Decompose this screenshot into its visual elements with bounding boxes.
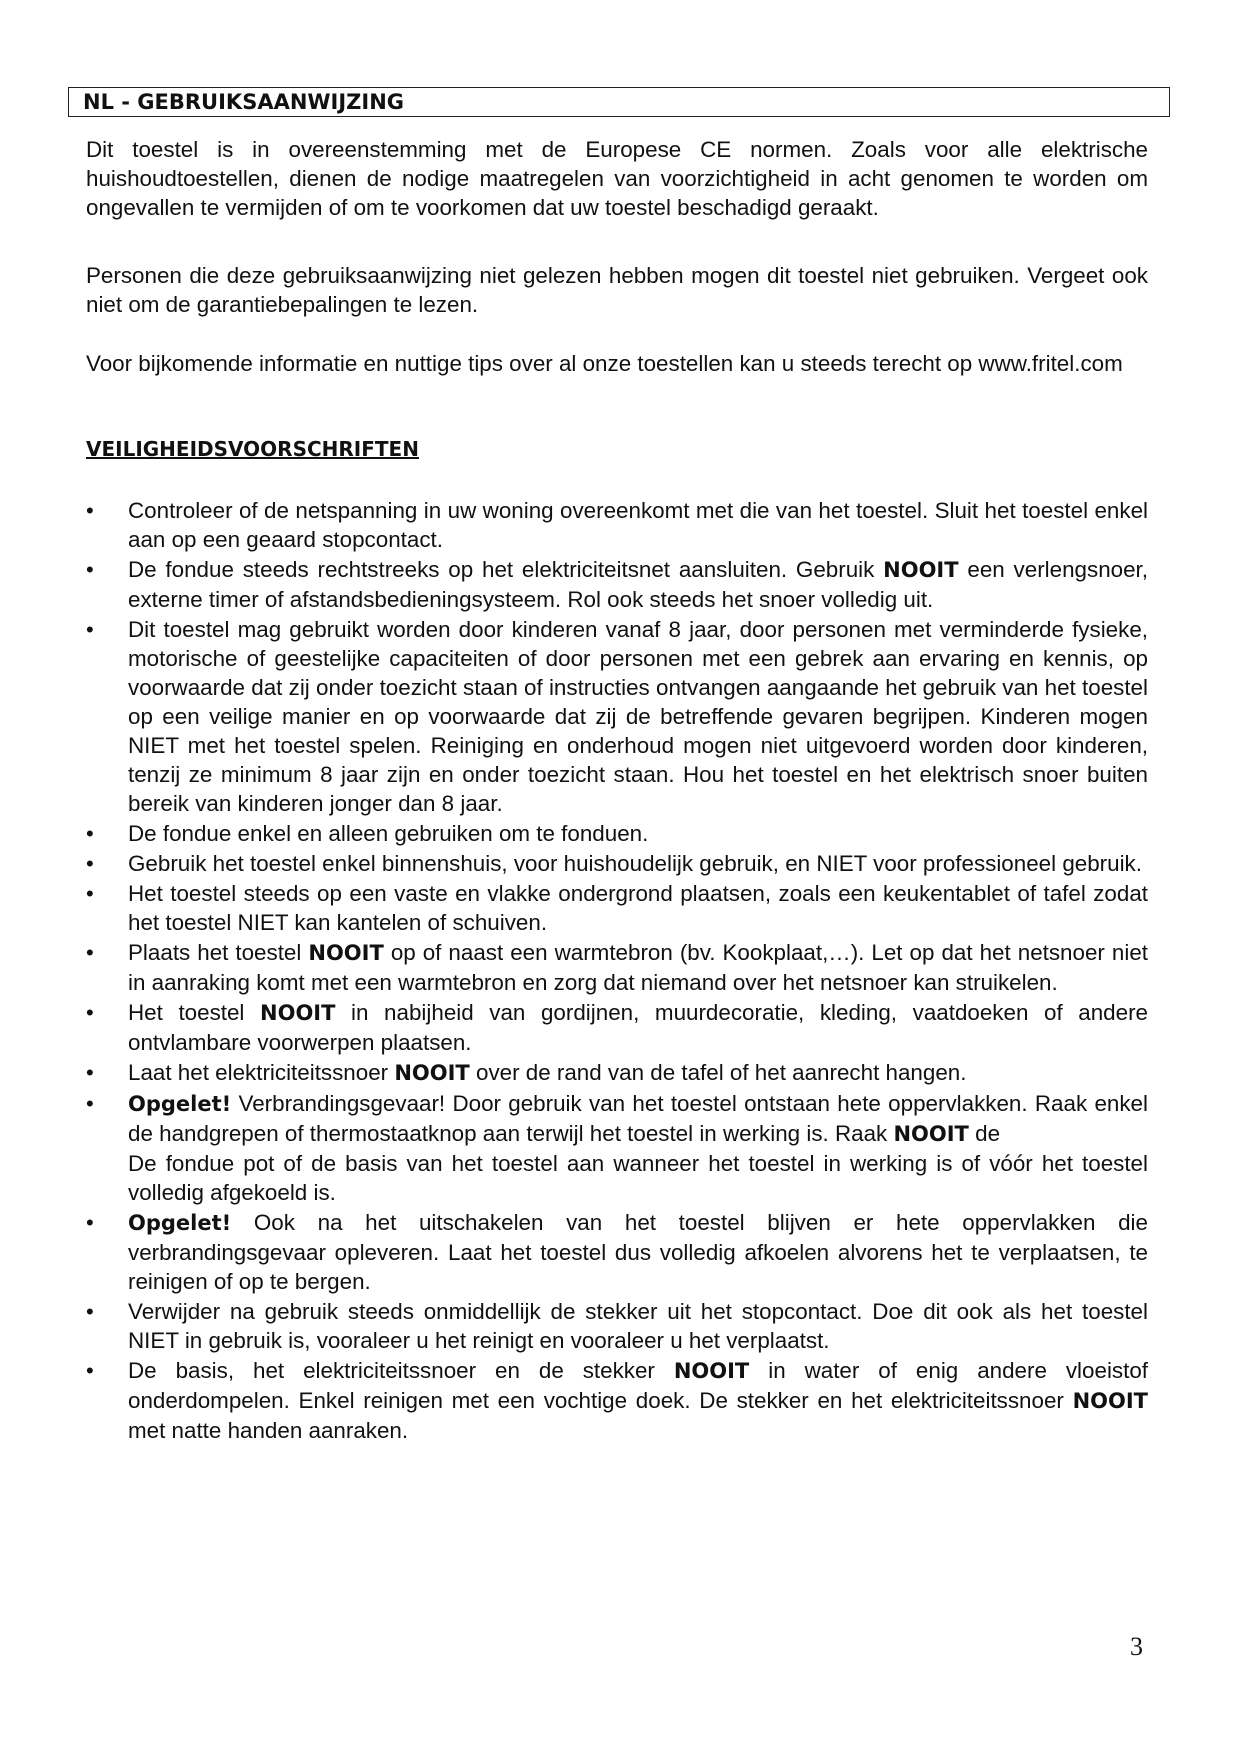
safety-list [86,496,1148,1446]
bullet-icon: • [86,1000,94,1025]
intro-paragraph-2: Personen die deze gebruiksaanwijzing niet gelezen hebben mogen dit toestel niet gebruiken. Vergeet ook niet om de garantiebepalingen te lezen. [86,263,1148,317]
list-item [86,1297,1148,1355]
bullet-icon: • [86,881,94,906]
item-text: De basis, het elektriciteitssnoer en de stekker [128,1358,674,1383]
bullet-icon: • [86,1210,94,1235]
page-number: 3 [1130,1632,1143,1661]
emphasis: NOOIT [673,1359,750,1383]
bullet-icon: • [86,1060,94,1085]
item-text: in water of enig andere vloeistof onderdompelen. Enkel reinigen met een vochtige doek. De stekker en het elektriciteitssnoer [128,1358,1149,1413]
intro-paragraph-3: Voor bijkomende informatie en nuttige tips over al onze toestellen kan u steeds terecht op www.fritel.com [86,351,1123,376]
list-item [86,998,1148,1057]
bullet-icon: • [86,851,94,876]
emphasis: NOOIT [394,1061,470,1085]
item-text: de [968,1121,1001,1146]
emphasis: NOOIT [1072,1389,1148,1413]
item-text: in nabijheid van gordijnen, muurdecoratie, kleding, vaatdoeken of andere ontvlambare voorwerpen plaatsen. [128,1000,1148,1055]
bullet-icon: • [86,617,94,642]
bullet-icon: • [86,557,94,582]
item-text: Verwijder na gebruik steeds onmiddellijk de stekker uit het stopcontact. Doe dit ook als het toestel NIET in gebruik is, vooraleer u het reinigt en vooraleer u het verplaatst. [128,1299,1148,1353]
item-text: Het toestel steeds op een vaste en vlakke ondergrond plaatsen, zoals een keukentablet of tafel zodat het toestel NIET kan kantelen of schuiven. [128,881,1148,935]
list-item [86,1356,1148,1445]
bullet-icon: • [86,1091,94,1116]
bullet-icon: • [86,940,94,965]
bullet-icon: • [86,1358,94,1383]
item-text: Het toestel [128,1000,261,1025]
item-text: De fondue pot of de basis van het toestel aan wanneer het toestel in werking is of vóór het toestel volledig afgekoeld is. [128,1151,1148,1205]
item-text: een verlengsnoer, externe timer of afstandsbedieningsysteem. Rol ook steeds het snoer volledig uit. [128,557,1148,612]
emphasis: NOOIT [260,1001,336,1025]
intro-paragraph-1: Dit toestel is in overeenstemming met de Europese CE normen. Zoals voor alle elektrische huishoudtoestellen, dienen de nodige maatregelen van voorzichtigheid in acht genomen te worden om ongevallen te vermijden of om te voorkomen dat uw toestel beschadigd geraakt. [86,137,1148,220]
list-item [86,615,1148,818]
list-item [86,1058,1148,1088]
list-item [86,849,1148,878]
emphasis: NOOIT [883,558,959,582]
item-text: Controleer of de netspanning in uw woning overeenkomt met die van het toestel. Sluit het toestel enkel aan op een geaard stopcontact. [128,498,1148,552]
item-text: met natte handen aanraken. [128,1418,409,1443]
item-text: De fondue enkel en alleen gebruiken om te fonduen. [128,821,649,846]
page-header [68,87,1170,117]
item-text: over de rand van de tafel of het aanrecht hangen. [469,1060,967,1085]
list-item [86,1089,1148,1207]
bullet-icon: • [86,821,94,846]
item-text: Dit toestel mag gebruikt worden door kinderen vanaf 8 jaar, door personen met verminderde fysieke, motorische of geestelijke capaciteiten of door personen met een gebrek aan ervaring en kennis, op voorwaarde dat zij onder toezicht staan of instructies ontvangen aangaande het gebruik van het toestel op een veilige manier en op voorwaarde dat zij de betreffende gevaren begrijpen. Kinderen mogen NIET met het toestel spelen. Reiniging en onderhoud mogen niet uitgevoerd worden door kinderen, tenzij ze minimum 8 jaar zijn en onder toezicht staan. Hou het toestel en het elektrisch snoer buiten bereik van kinderen jonger dan 8 jaar. [128,617,1148,816]
item-text: op of naast een warmtebron (bv. Kookplaat,…). Let op dat het netsnoer niet in aanraking komt met een warmtebron en zorg dat niemand over het netsnoer kan struikelen. [128,940,1148,995]
item-text: Plaats het toestel [128,940,309,965]
emphasis: Opgelet! [128,1211,232,1235]
emphasis: Opgelet! [128,1092,232,1116]
emphasis: NOOIT [893,1122,969,1146]
page-title: NL - GEBRUIKSAANWIJZING [83,90,405,114]
list-item [86,555,1148,614]
list-item [86,879,1148,937]
list-item [86,496,1148,554]
list-item [86,819,1148,848]
section-title: VEILIGHEIDSVOORSCHRIFTEN [86,437,419,461]
emphasis: NOOIT [308,941,384,965]
list-item [86,938,1148,997]
bullet-icon: • [86,1299,94,1324]
item-text: Verbrandingsgevaar! Door gebruik van het toestel ontstaan hete oppervlakken. Raak enkel de handgrepen of thermostaatknop aan terwijl het toestel in werking is. Raak [128,1091,1148,1146]
item-text: Ook na het uitschakelen van het toestel blijven er hete oppervlakken die verbrandingsgevaar opleveren. Laat het toestel dus volledig afkoelen alvorens het te verplaatsen, te reinigen of op te bergen. [128,1210,1148,1294]
item-text: Laat het elektriciteitssnoer [128,1060,395,1085]
list-item [86,1208,1148,1296]
bullet-icon: • [86,498,94,523]
item-text: Gebruik het toestel enkel binnenshuis, voor huishoudelijk gebruik, en NIET voor professioneel gebruik. [128,851,1142,876]
item-text: De fondue steeds rechtstreeks op het elektriciteitsnet aansluiten. Gebruik [128,557,884,582]
